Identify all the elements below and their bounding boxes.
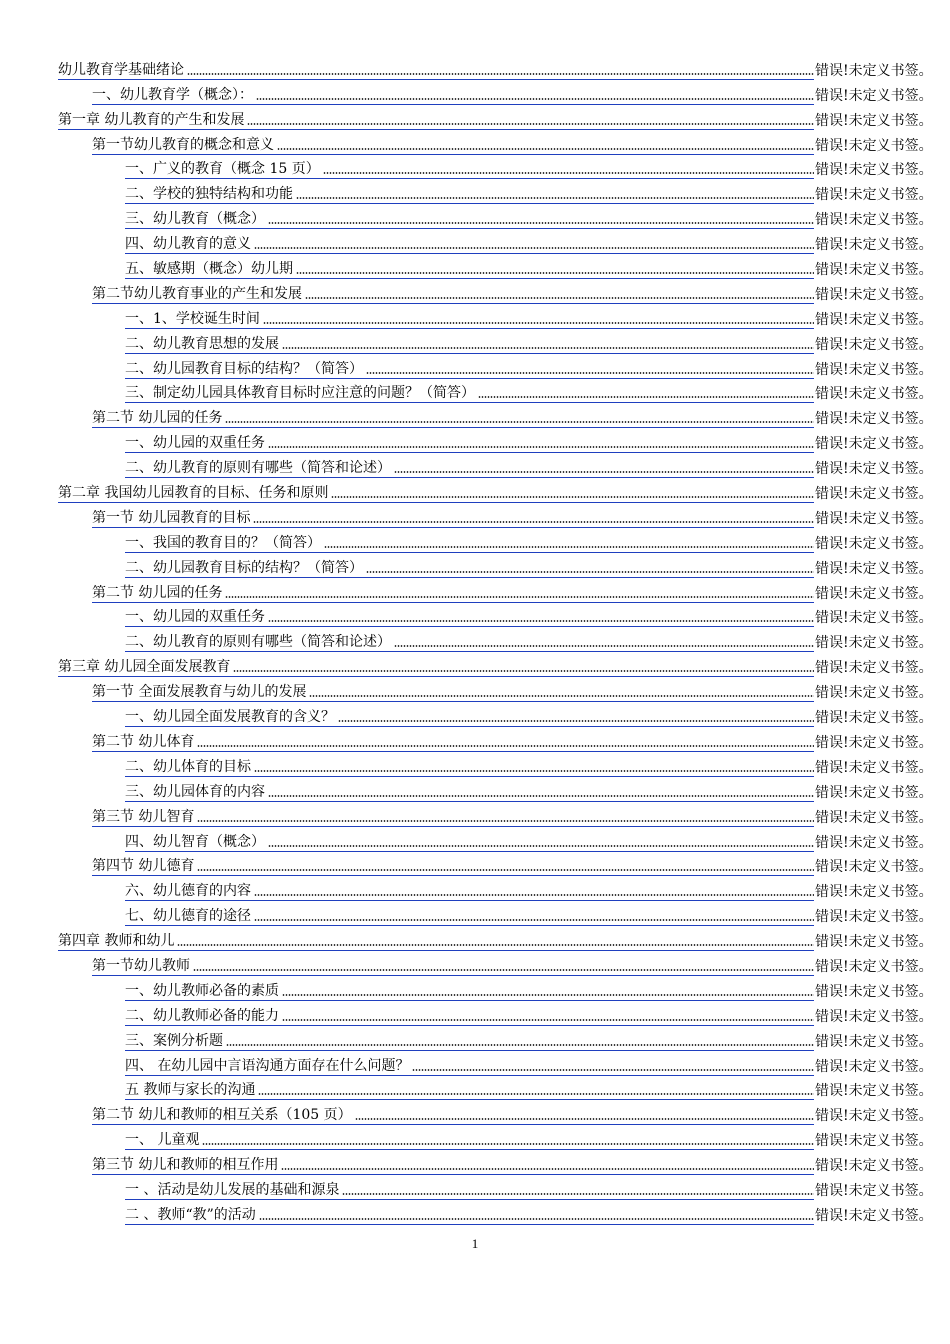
toc-entry-link[interactable] <box>125 1130 814 1150</box>
toc-entry-title: 第二节幼儿教育事业的产生和发展 <box>92 285 302 302</box>
toc-entry <box>0 630 950 655</box>
dot-leader <box>263 321 814 325</box>
dot-leader <box>197 744 814 748</box>
toc-entry-link[interactable] <box>92 956 814 976</box>
toc-entry-page-ref: 错误!未定义书签。 <box>815 734 933 751</box>
toc-entry <box>0 1079 950 1104</box>
toc-entry <box>0 1178 950 1203</box>
toc-entry <box>0 904 950 929</box>
toc-entry-page-ref: 错误!未定义书签。 <box>815 759 933 776</box>
toc-entry-link[interactable] <box>125 632 814 652</box>
toc-entry-link[interactable] <box>92 135 814 155</box>
toc-entry-title: 第四章 教师和幼儿 <box>58 933 175 950</box>
dot-leader <box>323 171 814 175</box>
dot-leader <box>282 993 814 997</box>
dot-leader <box>187 72 814 76</box>
toc-entry <box>0 805 950 830</box>
toc-entry-link[interactable] <box>125 209 814 229</box>
dot-leader <box>268 221 814 225</box>
dot-leader <box>247 122 814 126</box>
toc-entry-link[interactable] <box>125 458 814 478</box>
page-number: 1 <box>471 1236 479 1251</box>
toc-entry-title: 二、学校的独特结构和功能 <box>125 186 293 203</box>
dot-leader <box>254 893 814 897</box>
toc-entry-page-ref: 错误!未定义书签。 <box>815 361 933 378</box>
toc-entry-title: 四、幼儿智育（概念） <box>125 833 265 850</box>
dot-leader <box>394 644 814 648</box>
toc-entry-page-ref: 错误!未定义书签。 <box>815 535 933 552</box>
toc-entry-title: 第四节 幼儿德育 <box>92 858 195 875</box>
toc-entry <box>0 606 950 631</box>
toc-entry-title: 一、幼儿教育学（概念）： <box>92 86 253 103</box>
toc-entry <box>0 158 950 183</box>
toc-entry-page-ref: 错误!未定义书签。 <box>815 834 933 851</box>
toc-entry <box>0 855 950 880</box>
toc-entry-page-ref: 错误!未定义书签。 <box>815 1182 933 1199</box>
toc-entry-title: 第一章 幼儿教育的产生和发展 <box>58 111 245 128</box>
toc-entry-page-ref: 错误!未定义书签。 <box>815 809 933 826</box>
dot-leader <box>331 495 814 499</box>
toc-entry-title: 三、案例分析题 <box>125 1032 223 1049</box>
toc-entry-page-ref: 错误!未定义书签。 <box>815 162 933 179</box>
toc-entry-page-ref: 错误!未定义书签。 <box>815 212 933 229</box>
dot-leader <box>478 395 814 399</box>
toc-entry-title: 一、 儿童观 <box>125 1132 200 1149</box>
toc-entry-page-ref: 错误!未定义书签。 <box>815 1133 933 1150</box>
toc-entry-page-ref: 错误!未定义书签。 <box>815 286 933 303</box>
toc-entry-page-ref: 错误!未定义书签。 <box>815 1008 933 1025</box>
toc-entry-page-ref: 错误!未定义书签。 <box>815 137 933 154</box>
toc-entry-link[interactable] <box>125 782 814 802</box>
toc-entry <box>0 879 950 904</box>
dot-leader <box>226 1043 814 1047</box>
toc-entry-page-ref: 错误!未定义书签。 <box>815 1158 933 1175</box>
dot-leader <box>268 445 814 449</box>
dot-leader <box>366 570 814 574</box>
toc-entry-link[interactable] <box>58 483 814 503</box>
toc-entry <box>0 755 950 780</box>
toc-entry-title: 四、 在幼儿园中言语沟通方面存在什么问题？ <box>125 1057 410 1074</box>
toc-entry-link[interactable] <box>58 657 814 677</box>
toc-entry-page-ref: 错误!未定义书签。 <box>815 187 933 204</box>
toc-entry <box>0 481 950 506</box>
toc-entry-link[interactable] <box>125 1080 814 1100</box>
toc-entry <box>0 83 950 108</box>
dot-leader <box>268 844 814 848</box>
dot-leader <box>338 719 814 723</box>
dot-leader <box>281 1167 814 1171</box>
dot-leader <box>355 1117 814 1121</box>
dot-leader <box>296 271 814 275</box>
toc-entry-title: 一、幼儿园的双重任务 <box>125 609 265 626</box>
toc-entry-title: 三、幼儿园体育的内容 <box>125 783 265 800</box>
toc-entry-title: 一、幼儿园全面发展教育的含义？ <box>125 709 335 726</box>
toc-entry-title: 一、1、学校诞生时间 <box>125 310 260 327</box>
toc-entry-page-ref: 错误!未定义书签。 <box>815 87 933 104</box>
dot-leader <box>177 943 814 947</box>
toc-entry-title: 一、幼儿教师必备的素质 <box>125 982 279 999</box>
toc-entry <box>0 780 950 805</box>
toc-entry-link[interactable] <box>92 284 814 304</box>
dot-leader <box>233 669 814 673</box>
toc-entry-page-ref: 错误!未定义书签。 <box>815 685 933 702</box>
toc-entry-link[interactable] <box>125 1205 814 1225</box>
dot-leader <box>309 694 814 698</box>
toc-entry-page-ref: 错误!未定义书签。 <box>815 461 933 478</box>
toc-entry-link[interactable] <box>125 359 814 379</box>
toc-entry-link[interactable] <box>92 583 814 603</box>
toc-entry-page-ref: 错误!未定义书签。 <box>815 311 933 328</box>
toc-entry-link[interactable] <box>125 334 814 354</box>
toc-entry-title: 第一节 全面发展教育与幼儿的发展 <box>92 684 307 701</box>
toc-entry-page-ref: 错误!未定义书签。 <box>815 983 933 1000</box>
toc-entry <box>0 730 950 755</box>
toc-entry <box>0 830 950 855</box>
toc-entry-page-ref: 错误!未定义书签。 <box>815 486 933 503</box>
toc-entry-link[interactable] <box>58 60 814 80</box>
toc-entry-link[interactable] <box>125 1006 814 1026</box>
toc-entry <box>0 332 950 357</box>
toc-entry-link[interactable] <box>92 856 814 876</box>
toc-entry-page-ref: 错误!未定义书签。 <box>815 585 933 602</box>
toc-entry-page-ref: 错误!未定义书签。 <box>815 958 933 975</box>
dot-leader <box>282 346 814 350</box>
toc-entry-page-ref: 错误!未定义书签。 <box>815 1058 933 1075</box>
toc-entry-link[interactable] <box>125 832 814 852</box>
toc-entry <box>0 1004 950 1029</box>
toc-entry-title: 第一节幼儿教师 <box>92 957 190 974</box>
toc-entry <box>0 108 950 133</box>
toc-entry-link[interactable] <box>125 259 814 279</box>
toc-entry-title: 幼儿教育学基础绪论 <box>58 61 184 78</box>
dot-leader <box>277 147 814 151</box>
toc-entry-title: 二 、教师“教”的活动 <box>125 1206 256 1223</box>
dot-leader <box>193 968 814 972</box>
toc-entry-link[interactable] <box>125 159 814 179</box>
toc-entry-title: 二、幼儿教师必备的能力 <box>125 1007 279 1024</box>
toc-entry <box>0 207 950 232</box>
toc-entry-page-ref: 错误!未定义书签。 <box>815 1083 933 1100</box>
dot-leader <box>296 196 814 200</box>
toc-entry-page-ref: 错误!未定义书签。 <box>815 784 933 801</box>
table-of-contents <box>0 58 950 1228</box>
dot-leader <box>253 520 814 524</box>
dot-leader <box>259 1217 814 1221</box>
toc-entry-title: 第三节 幼儿和教师的相互作用 <box>92 1157 279 1174</box>
toc-entry <box>0 705 950 730</box>
toc-entry-link[interactable] <box>125 981 814 1001</box>
toc-entry <box>0 431 950 456</box>
toc-entry-page-ref: 错误!未定义书签。 <box>815 710 933 727</box>
toc-entry <box>0 382 950 407</box>
toc-entry <box>0 531 950 556</box>
dot-leader <box>254 246 814 250</box>
toc-entry <box>0 581 950 606</box>
toc-entry-page-ref: 错误!未定义书签。 <box>815 884 933 901</box>
dot-leader <box>394 470 814 474</box>
toc-entry-link[interactable] <box>92 807 814 827</box>
toc-entry-link[interactable] <box>125 433 814 453</box>
dot-leader <box>258 1092 814 1096</box>
toc-entry-link[interactable] <box>92 682 814 702</box>
toc-entry <box>0 406 950 431</box>
toc-entry <box>0 1054 950 1079</box>
toc-entry-page-ref: 错误!未定义书签。 <box>815 62 933 79</box>
toc-entry-page-ref: 错误!未定义书签。 <box>815 1207 933 1224</box>
toc-entry <box>0 680 950 705</box>
toc-entry-page-ref: 错误!未定义书签。 <box>815 436 933 453</box>
dot-leader <box>305 296 814 300</box>
toc-entry-title: 第一节幼儿教育的概念和意义 <box>92 136 274 153</box>
toc-entry-link[interactable] <box>125 558 814 578</box>
toc-entry-page-ref: 错误!未定义书签。 <box>815 560 933 577</box>
toc-entry-page-ref: 错误!未定义书签。 <box>815 660 933 677</box>
toc-entry <box>0 929 950 954</box>
toc-entry-page-ref: 错误!未定义书签。 <box>815 386 933 403</box>
toc-entry-page-ref: 错误!未定义书签。 <box>815 934 933 951</box>
toc-entry-link[interactable] <box>125 1031 814 1051</box>
dot-leader <box>268 619 814 623</box>
toc-entry-title: 二、幼儿教育的原则有哪些（简答和论述） <box>125 634 391 651</box>
toc-entry-link[interactable] <box>125 309 814 329</box>
toc-entry <box>0 456 950 481</box>
toc-entry <box>0 357 950 382</box>
dot-leader <box>412 1068 814 1072</box>
toc-entry-title: 五 教师与家长的沟通 <box>125 1082 256 1099</box>
toc-entry-title: 四、幼儿教育的意义 <box>125 236 251 253</box>
toc-entry-title: 六、幼儿德育的内容 <box>125 883 251 900</box>
toc-entry-link[interactable] <box>125 1056 814 1076</box>
toc-entry <box>0 307 950 332</box>
toc-entry-title: 一、广义的教育（概念 15 页） <box>125 161 320 178</box>
toc-entry-title: 第二节 幼儿和教师的相互关系（105 页） <box>92 1107 352 1124</box>
toc-entry-page-ref: 错误!未定义书签。 <box>815 336 933 353</box>
toc-entry-title: 第二章 我国幼儿园教育的目标、任务和原则 <box>58 485 329 502</box>
dot-leader <box>268 794 814 798</box>
dot-leader <box>254 918 814 922</box>
toc-entry-title: 一、我国的教育目的？（简答） <box>125 534 321 551</box>
toc-entry <box>0 1128 950 1153</box>
dot-leader <box>197 868 814 872</box>
toc-entry-link[interactable] <box>125 1180 814 1200</box>
toc-entry <box>0 506 950 531</box>
toc-entry-link[interactable] <box>125 906 814 926</box>
toc-entry <box>0 556 950 581</box>
toc-entry-title: 三、制定幼儿园具体教育目标时应注意的问题？（简答） <box>125 385 475 402</box>
dot-leader <box>197 819 814 823</box>
toc-entry-page-ref: 错误!未定义书签。 <box>815 1033 933 1050</box>
toc-entry-link[interactable] <box>125 757 814 777</box>
toc-entry-link[interactable] <box>125 707 814 727</box>
toc-entry-link[interactable] <box>125 184 814 204</box>
toc-entry-title: 三、幼儿教育（概念） <box>125 211 265 228</box>
toc-entry-title: 第三节 幼儿智育 <box>92 808 195 825</box>
dot-leader <box>342 1192 814 1196</box>
toc-entry-link[interactable] <box>125 881 814 901</box>
toc-entry-title: 第二节 幼儿园的任务 <box>92 584 223 601</box>
toc-entry <box>0 133 950 158</box>
dot-leader <box>225 595 814 599</box>
toc-entry-page-ref: 错误!未定义书签。 <box>815 237 933 254</box>
toc-entry-link[interactable] <box>125 234 814 254</box>
toc-entry-page-ref: 错误!未定义书签。 <box>815 635 933 652</box>
toc-entry-title: 第二节 幼儿体育 <box>92 733 195 750</box>
toc-entry-link[interactable] <box>92 1155 814 1175</box>
toc-entry <box>0 1103 950 1128</box>
toc-entry-page-ref: 错误!未定义书签。 <box>815 112 933 129</box>
toc-entry-page-ref: 错误!未定义书签。 <box>815 510 933 527</box>
toc-entry-page-ref: 错误!未定义书签。 <box>815 610 933 627</box>
dot-leader <box>254 769 814 773</box>
toc-entry-title: 七、幼儿德育的途径 <box>125 908 251 925</box>
toc-entry <box>0 1203 950 1228</box>
toc-entry <box>0 257 950 282</box>
dot-leader <box>225 420 814 424</box>
toc-entry-page-ref: 错误!未定义书签。 <box>815 859 933 876</box>
toc-entry <box>0 182 950 207</box>
toc-entry-page-ref: 错误!未定义书签。 <box>815 262 933 279</box>
toc-entry-title: 第三章 幼儿园全面发展教育 <box>58 659 231 676</box>
toc-entry-title: 二、幼儿教育的原则有哪些（简答和论述） <box>125 460 391 477</box>
toc-entry-link[interactable] <box>92 85 814 105</box>
toc-entry-page-ref: 错误!未定义书签。 <box>815 411 933 428</box>
toc-entry-page-ref: 错误!未定义书签。 <box>815 909 933 926</box>
toc-entry-title: 二、幼儿园教育目标的结构？（简答） <box>125 360 363 377</box>
dot-leader <box>256 97 814 101</box>
toc-entry-link[interactable] <box>92 408 814 428</box>
toc-entry <box>0 1153 950 1178</box>
toc-entry-title: 五、敏感期（概念）幼儿期 <box>125 261 293 278</box>
toc-entry-link[interactable] <box>92 732 814 752</box>
toc-entry-link[interactable] <box>92 508 814 528</box>
dot-leader <box>282 1018 814 1022</box>
dot-leader <box>202 1142 814 1146</box>
toc-entry-title: 二、幼儿园教育目标的结构？（简答） <box>125 559 363 576</box>
dot-leader <box>366 371 814 375</box>
toc-entry <box>0 232 950 257</box>
toc-entry <box>0 979 950 1004</box>
toc-entry-page-ref: 错误!未定义书签。 <box>815 1108 933 1125</box>
toc-entry-link[interactable] <box>92 1105 814 1125</box>
toc-entry <box>0 1029 950 1054</box>
toc-entry-title: 二、幼儿体育的目标 <box>125 758 251 775</box>
toc-entry <box>0 58 950 83</box>
toc-entry-title: 二、幼儿教育思想的发展 <box>125 335 279 352</box>
toc-entry-title: 第二节 幼儿园的任务 <box>92 410 223 427</box>
toc-entry-title: 一 、活动是幼儿发展的基础和源泉 <box>125 1181 340 1198</box>
toc-entry-link[interactable] <box>58 110 814 130</box>
toc-entry <box>0 282 950 307</box>
toc-entry <box>0 954 950 979</box>
toc-entry-title: 第一节 幼儿园教育的目标 <box>92 509 251 526</box>
toc-entry <box>0 655 950 680</box>
toc-entry-link[interactable] <box>125 533 814 553</box>
toc-entry-link[interactable] <box>125 607 814 627</box>
dot-leader <box>324 545 814 549</box>
toc-entry-link[interactable] <box>125 383 814 403</box>
toc-entry-title: 一、幼儿园的双重任务 <box>125 435 265 452</box>
toc-entry-link[interactable] <box>58 931 814 951</box>
